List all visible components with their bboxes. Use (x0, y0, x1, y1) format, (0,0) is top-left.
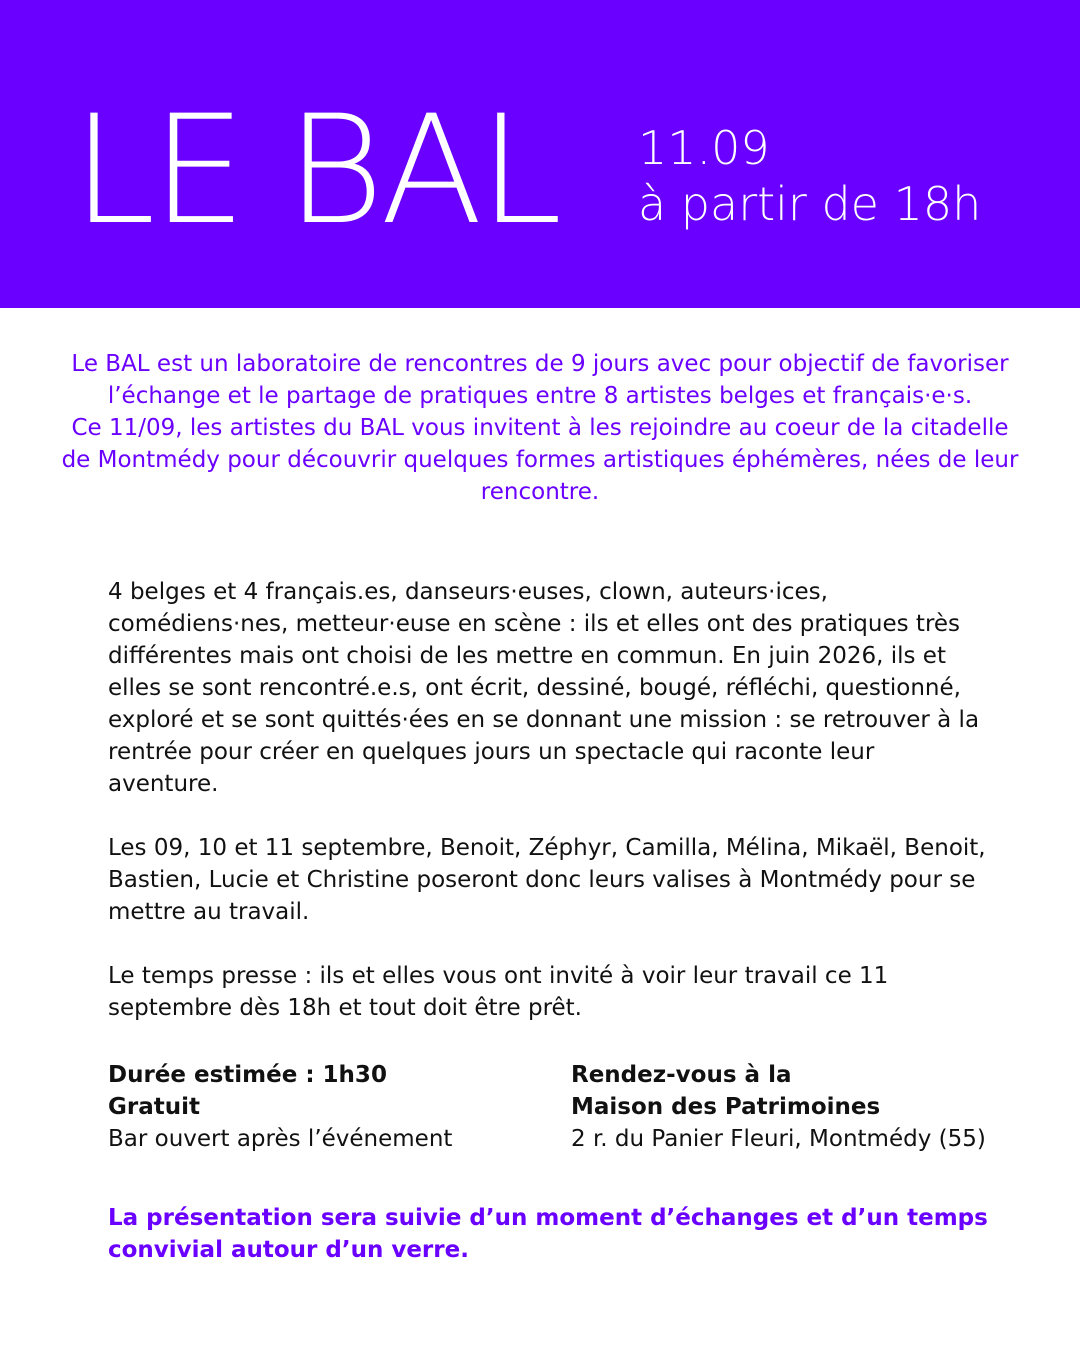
meeting-label-line-1: Rendez-vous à la (571, 1062, 792, 1088)
intro-section (60, 348, 1020, 508)
bar-info: Bar ouvert après l’événement (108, 1126, 453, 1152)
price-label: Gratuit (108, 1094, 200, 1120)
description-paragraph-3: Le temps presse : ils et elles vous ont invité à voir leur travail ce 11 septembre dès 18h et tout doit être prêt. (108, 963, 889, 1021)
duration-label: Durée estimée : 1h30 (108, 1062, 387, 1088)
closing-note: La présentation sera suivie d’un moment d’échanges et d’un temps convivial autour d’un verre. (108, 1205, 988, 1263)
event-title: LE BAL (72, 84, 559, 258)
description-paragraph-1: 4 belges et 4 français.es, danseurs·euses, clown, auteurs·ices, comédiens·nes, metteur·euse en scène : ils et elles ont des pratiques très différentes mais ont choisi de les mettre en commun. En juin 2026, ils et elles se sont rencontré.e.s, ont écrit, dessiné, bougé, réfléchi, questionné, exploré et se sont quittés·ées en se donnant une mission : se retrouver à la rentrée pour créer en quelques jours un spectacle qui raconte leur aventure. (108, 579, 980, 797)
header-banner (0, 0, 1080, 308)
date-time-block (638, 120, 981, 232)
intro-paragraph-1: Le BAL est un laboratoire de rencontres de 9 jours avec pour objectif de favoriser l’échange et le partage de pratiques entre 8 artistes belges et français·e·s. (71, 351, 1009, 409)
meeting-label-line-2: Maison des Patrimoines (571, 1094, 881, 1120)
intro-paragraph-2: Ce 11/09, les artistes du BAL vous invitent à les rejoindre au coeur de la citadelle de Montmédy pour découvrir quelques formes artistiques éphémères, nées de leur rencontre. (61, 415, 1019, 505)
location-info (571, 1059, 1041, 1155)
event-time: à partir de 18h (638, 177, 982, 231)
event-date: 11.09 (638, 121, 770, 175)
address: 2 r. du Panier Fleuri, Montmédy (55) (571, 1126, 986, 1152)
description-section (108, 576, 988, 1056)
practical-info (108, 1059, 548, 1155)
description-paragraph-2: Les 09, 10 et 11 septembre, Benoit, Zéphyr, Camilla, Mélina, Mikaël, Benoit, Bastien, Lucie et Christine poseront donc leurs valises à Montmédy pour se mettre au travail. (108, 835, 986, 925)
